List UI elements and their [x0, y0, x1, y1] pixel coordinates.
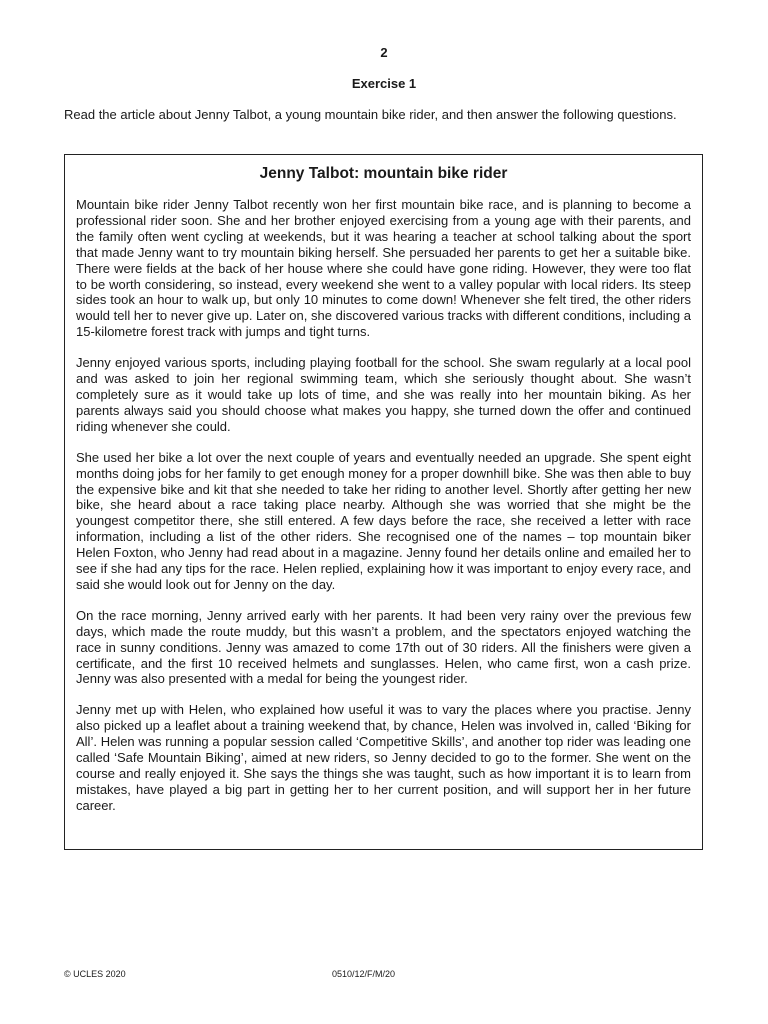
exercise-title: Exercise 1 [351, 76, 417, 91]
article-paragraph-4: On the race morning, Jenny arrived early with her parents. It had been very rainy over the previous few days, which made the route muddy, but this wasn’t a problem, and the spectators enjoyed watching the race in sunny conditions. Jenny was amazed to come 17th out of 30 riders. All the finishers were given a certificate, and the first 10 received helmets and sunglasses. Helen, who came first, won a cash prize. Jenny was also presented with a medal for being the youngest rider. [76, 607, 691, 687]
article-paragraph-5: Jenny met up with Helen, who explained how useful it was to vary the places where you practise. Jenny also picked up a leaflet about a training weekend that, by chance, Helen was involved in, called ‘Biking for All’. Helen was running a popular session called ‘Competitive Skills’, and another top rider was leading one called ‘Safe Mountain Biking’, aimed at new riders, so Jenny decided to go to the former. She went on the course and really enjoyed it. She says the things she was taught, such as how important it is to learn from mistakes, have played a big part in getting her to her current position, and will support her in her future career. [76, 702, 691, 813]
article-box [64, 154, 703, 850]
footer-code: 0510/12/F/M/20 [332, 969, 396, 979]
article-title: Jenny Talbot: mountain bike rider [259, 165, 508, 182]
footer-copyright: © UCLES 2020 [64, 969, 126, 979]
article-paragraph-2: Jenny enjoyed various sports, including playing football for the school. She swam regularly at a local pool and was asked to join her regional swimming team, which she seriously thought about. She wasn’t completely sure as it would take up lots of time, and she was really into her mountain biking. As her parents always said you should choose what makes you happy, she turned down the offer and continued riding whenever she could. [76, 355, 691, 434]
page-number: 2 [380, 45, 388, 60]
article-paragraph-1: Mountain bike rider Jenny Talbot recently won her first mountain bike race, and is planning to become a professional rider soon. She and her brother enjoyed exercising from a young age with their parents, and the family often went cycling at weekends, but it was hearing a teacher at school talking about the sport that made Jenny want to try mountain biking herself. She persuaded her parents to get her a suitable bike. There were fields at the back of her house where she could have gone riding. However, they were too flat to be worth considering, so instead, every weekend she went to a valley popular with local riders. Its steep sides took an hour to walk up, but only 10 minutes to come down! Whenever she felt tired, the other riders would tell her to never give up. Later on, she discovered various tracks with different conditions, including a 15-kilometre forest track with jumps and tight turns. [76, 197, 691, 340]
instructions-text: Read the article about Jenny Talbot, a young mountain bike rider, and then answer the following questions. [64, 107, 677, 122]
article-paragraph-3: She used her bike a lot over the next couple of years and eventually needed an upgrade. She spent eight months doing jobs for her family to get enough money for a proper downhill bike. She was then able to buy the expensive bike and kit that she needed to take her riding to another level. Shortly after getting her new bike, she heard about a race taking place nearby. Although she was worried that she might be the youngest competitor there, she still entered. A few days before the race, she received a letter with race information, including a list of the other riders. She recognised one of the names – top mountain biker Helen Foxton, who Jenny had read about in a magazine. Jenny found her details online and emailed her to see if she had any tips for the race. Helen replied, explaining how it was important to enjoy every race, and said she would look out for Jenny on the day. [76, 449, 691, 592]
